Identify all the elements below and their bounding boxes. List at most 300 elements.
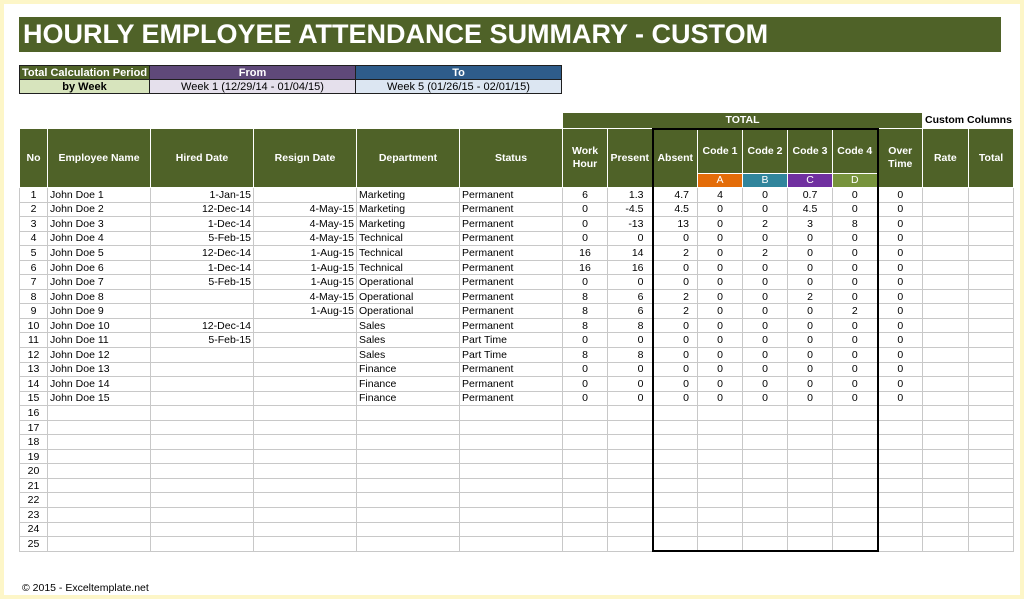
cell-absent[interactable]: 0 [653, 318, 698, 333]
cell-no[interactable]: 24 [20, 522, 48, 537]
cell-status[interactable] [460, 406, 563, 421]
cell-department[interactable] [357, 508, 460, 523]
cell-work-hour[interactable]: 8 [563, 304, 608, 319]
cell-code4[interactable]: 2 [833, 304, 878, 319]
cell-status[interactable]: Permanent [460, 275, 563, 290]
cell-status[interactable]: Part Time [460, 348, 563, 363]
cell-resign-date[interactable] [254, 508, 357, 523]
cell-rate[interactable] [923, 377, 969, 392]
cell-hired-date[interactable] [151, 362, 254, 377]
cell-employee-name[interactable]: John Doe 9 [48, 304, 151, 319]
cell-absent[interactable]: 0 [653, 362, 698, 377]
cell-resign-date[interactable] [254, 188, 357, 203]
cell-code1[interactable] [698, 537, 743, 552]
cell-no[interactable]: 11 [20, 333, 48, 348]
cell-work-hour[interactable] [563, 420, 608, 435]
cell-no[interactable]: 5 [20, 246, 48, 261]
cell-present[interactable] [608, 493, 653, 508]
cell-resign-date[interactable]: 4-May-15 [254, 217, 357, 232]
cell-code4[interactable]: 0 [833, 246, 878, 261]
cell-resign-date[interactable] [254, 464, 357, 479]
cell-overtime[interactable] [878, 435, 923, 450]
cell-custom-total[interactable] [968, 202, 1014, 217]
cell-hired-date[interactable] [151, 537, 254, 552]
cell-custom-total[interactable] [968, 522, 1014, 537]
cell-rate[interactable] [923, 289, 969, 304]
cell-code1[interactable]: 0 [698, 202, 743, 217]
cell-employee-name[interactable]: John Doe 5 [48, 246, 151, 261]
cell-code1[interactable] [698, 435, 743, 450]
cell-code4[interactable] [833, 464, 878, 479]
cell-custom-total[interactable] [968, 406, 1014, 421]
cell-code2[interactable] [743, 464, 788, 479]
cell-code2[interactable]: 2 [743, 217, 788, 232]
cell-work-hour[interactable]: 0 [563, 202, 608, 217]
cell-work-hour[interactable]: 0 [563, 217, 608, 232]
cell-resign-date[interactable]: 1-Aug-15 [254, 275, 357, 290]
cell-department[interactable]: Sales [357, 318, 460, 333]
cell-code2[interactable]: 0 [743, 348, 788, 363]
cell-absent[interactable] [653, 522, 698, 537]
cell-code4[interactable]: 0 [833, 188, 878, 203]
cell-code4[interactable] [833, 435, 878, 450]
cell-status[interactable]: Permanent [460, 289, 563, 304]
cell-employee-name[interactable] [48, 464, 151, 479]
cell-overtime[interactable] [878, 537, 923, 552]
cell-present[interactable]: 0 [608, 333, 653, 348]
cell-overtime[interactable] [878, 449, 923, 464]
cell-employee-name[interactable]: John Doe 7 [48, 275, 151, 290]
cell-rate[interactable] [923, 362, 969, 377]
cell-department[interactable]: Marketing [357, 188, 460, 203]
cell-absent[interactable] [653, 478, 698, 493]
cell-code2[interactable]: 0 [743, 333, 788, 348]
cell-code2[interactable]: 0 [743, 260, 788, 275]
cell-resign-date[interactable] [254, 406, 357, 421]
cell-absent[interactable]: 2 [653, 246, 698, 261]
cell-absent[interactable]: 0 [653, 348, 698, 363]
cell-absent[interactable]: 0 [653, 260, 698, 275]
cell-department[interactable] [357, 435, 460, 450]
cell-no[interactable]: 14 [20, 377, 48, 392]
cell-code3[interactable] [788, 449, 833, 464]
cell-rate[interactable] [923, 406, 969, 421]
cell-status[interactable]: Part Time [460, 333, 563, 348]
cell-no[interactable]: 22 [20, 493, 48, 508]
cell-department[interactable] [357, 449, 460, 464]
cell-code3[interactable]: 0 [788, 231, 833, 246]
cell-code3[interactable]: 0 [788, 246, 833, 261]
cell-work-hour[interactable] [563, 537, 608, 552]
cell-code4[interactable]: 0 [833, 260, 878, 275]
cell-hired-date[interactable] [151, 289, 254, 304]
cell-status[interactable] [460, 493, 563, 508]
cell-present[interactable] [608, 537, 653, 552]
cell-code3[interactable] [788, 493, 833, 508]
cell-present[interactable]: 1.3 [608, 188, 653, 203]
cell-status[interactable]: Permanent [460, 377, 563, 392]
cell-work-hour[interactable]: 16 [563, 246, 608, 261]
cell-custom-total[interactable] [968, 449, 1014, 464]
cell-no[interactable]: 16 [20, 406, 48, 421]
cell-hired-date[interactable] [151, 449, 254, 464]
cell-overtime[interactable]: 0 [878, 246, 923, 261]
cell-department[interactable]: Finance [357, 391, 460, 406]
cell-employee-name[interactable] [48, 493, 151, 508]
cell-code4[interactable] [833, 522, 878, 537]
cell-overtime[interactable] [878, 478, 923, 493]
cell-code1[interactable] [698, 478, 743, 493]
cell-hired-date[interactable]: 1-Dec-14 [151, 217, 254, 232]
cell-work-hour[interactable] [563, 464, 608, 479]
cell-employee-name[interactable]: John Doe 13 [48, 362, 151, 377]
cell-rate[interactable] [923, 260, 969, 275]
cell-resign-date[interactable]: 1-Aug-15 [254, 246, 357, 261]
cell-no[interactable]: 17 [20, 420, 48, 435]
cell-status[interactable] [460, 420, 563, 435]
cell-custom-total[interactable] [968, 188, 1014, 203]
cell-no[interactable]: 8 [20, 289, 48, 304]
cell-hired-date[interactable] [151, 435, 254, 450]
cell-employee-name[interactable]: John Doe 14 [48, 377, 151, 392]
cell-department[interactable]: Sales [357, 348, 460, 363]
cell-code4[interactable]: 0 [833, 231, 878, 246]
cell-code1[interactable]: 0 [698, 304, 743, 319]
cell-rate[interactable] [923, 202, 969, 217]
cell-code4[interactable]: 0 [833, 289, 878, 304]
cell-rate[interactable] [923, 231, 969, 246]
cell-code1[interactable] [698, 508, 743, 523]
cell-employee-name[interactable] [48, 449, 151, 464]
cell-present[interactable] [608, 435, 653, 450]
cell-code3[interactable] [788, 406, 833, 421]
cell-no[interactable]: 7 [20, 275, 48, 290]
cell-department[interactable]: Marketing [357, 202, 460, 217]
cell-overtime[interactable] [878, 464, 923, 479]
cell-resign-date[interactable] [254, 478, 357, 493]
cell-code2[interactable] [743, 522, 788, 537]
cell-overtime[interactable]: 0 [878, 217, 923, 232]
cell-code3[interactable]: 0 [788, 333, 833, 348]
cell-present[interactable] [608, 449, 653, 464]
cell-present[interactable]: -4.5 [608, 202, 653, 217]
cell-absent[interactable]: 2 [653, 304, 698, 319]
cell-code2[interactable] [743, 406, 788, 421]
cell-custom-total[interactable] [968, 231, 1014, 246]
cell-overtime[interactable] [878, 493, 923, 508]
cell-overtime[interactable]: 0 [878, 333, 923, 348]
cell-department[interactable] [357, 464, 460, 479]
cell-resign-date[interactable] [254, 449, 357, 464]
cell-status[interactable]: Permanent [460, 362, 563, 377]
cell-work-hour[interactable]: 0 [563, 231, 608, 246]
cell-no[interactable]: 6 [20, 260, 48, 275]
cell-overtime[interactable] [878, 508, 923, 523]
cell-department[interactable]: Operational [357, 289, 460, 304]
cell-code4[interactable] [833, 449, 878, 464]
cell-work-hour[interactable] [563, 522, 608, 537]
cell-custom-total[interactable] [968, 420, 1014, 435]
cell-overtime[interactable]: 0 [878, 304, 923, 319]
cell-present[interactable] [608, 406, 653, 421]
cell-code3[interactable]: 0 [788, 275, 833, 290]
cell-absent[interactable]: 0 [653, 377, 698, 392]
cell-work-hour[interactable] [563, 478, 608, 493]
cell-custom-total[interactable] [968, 260, 1014, 275]
cell-overtime[interactable] [878, 420, 923, 435]
cell-hired-date[interactable] [151, 508, 254, 523]
cell-rate[interactable] [923, 493, 969, 508]
cell-code3[interactable] [788, 508, 833, 523]
cell-code4[interactable]: 0 [833, 391, 878, 406]
cell-overtime[interactable] [878, 406, 923, 421]
cell-custom-total[interactable] [968, 348, 1014, 363]
cell-code3[interactable]: 0 [788, 260, 833, 275]
cell-employee-name[interactable]: John Doe 10 [48, 318, 151, 333]
cell-department[interactable] [357, 406, 460, 421]
cell-hired-date[interactable]: 5-Feb-15 [151, 231, 254, 246]
cell-employee-name[interactable] [48, 478, 151, 493]
cell-custom-total[interactable] [968, 217, 1014, 232]
cell-code4[interactable] [833, 508, 878, 523]
cell-resign-date[interactable] [254, 362, 357, 377]
cell-status[interactable]: Permanent [460, 304, 563, 319]
period-to-select[interactable]: Week 5 (01/26/15 - 02/01/15) [356, 80, 562, 94]
cell-work-hour[interactable]: 0 [563, 275, 608, 290]
cell-department[interactable]: Marketing [357, 217, 460, 232]
cell-work-hour[interactable]: 8 [563, 348, 608, 363]
cell-department[interactable]: Technical [357, 246, 460, 261]
cell-present[interactable]: 14 [608, 246, 653, 261]
cell-present[interactable] [608, 464, 653, 479]
cell-work-hour[interactable]: 0 [563, 391, 608, 406]
cell-code4[interactable]: 0 [833, 275, 878, 290]
cell-code3[interactable]: 0 [788, 391, 833, 406]
cell-hired-date[interactable]: 12-Dec-14 [151, 202, 254, 217]
cell-code2[interactable]: 2 [743, 246, 788, 261]
cell-status[interactable] [460, 522, 563, 537]
cell-code3[interactable] [788, 464, 833, 479]
cell-code4[interactable]: 0 [833, 333, 878, 348]
cell-employee-name[interactable] [48, 508, 151, 523]
cell-department[interactable] [357, 537, 460, 552]
cell-rate[interactable] [923, 217, 969, 232]
cell-department[interactable]: Technical [357, 260, 460, 275]
cell-code2[interactable]: 0 [743, 202, 788, 217]
cell-code1[interactable]: 0 [698, 362, 743, 377]
cell-hired-date[interactable] [151, 348, 254, 363]
cell-code3[interactable] [788, 435, 833, 450]
cell-present[interactable]: 0 [608, 377, 653, 392]
cell-department[interactable] [357, 522, 460, 537]
cell-code1[interactable]: 0 [698, 348, 743, 363]
cell-absent[interactable]: 0 [653, 333, 698, 348]
cell-status[interactable]: Permanent [460, 188, 563, 203]
cell-status[interactable] [460, 508, 563, 523]
cell-resign-date[interactable] [254, 348, 357, 363]
cell-work-hour[interactable]: 6 [563, 188, 608, 203]
cell-custom-total[interactable] [968, 304, 1014, 319]
cell-hired-date[interactable]: 12-Dec-14 [151, 318, 254, 333]
cell-absent[interactable] [653, 420, 698, 435]
cell-hired-date[interactable]: 5-Feb-15 [151, 333, 254, 348]
cell-rate[interactable] [923, 333, 969, 348]
cell-absent[interactable] [653, 537, 698, 552]
cell-present[interactable] [608, 508, 653, 523]
cell-absent[interactable] [653, 406, 698, 421]
cell-rate[interactable] [923, 537, 969, 552]
cell-status[interactable]: Permanent [460, 260, 563, 275]
cell-hired-date[interactable]: 12-Dec-14 [151, 246, 254, 261]
cell-status[interactable]: Permanent [460, 246, 563, 261]
cell-code2[interactable] [743, 493, 788, 508]
cell-rate[interactable] [923, 188, 969, 203]
cell-hired-date[interactable]: 5-Feb-15 [151, 275, 254, 290]
cell-status[interactable]: Permanent [460, 202, 563, 217]
cell-resign-date[interactable]: 4-May-15 [254, 289, 357, 304]
period-by-select[interactable]: by Week [20, 80, 150, 94]
cell-code2[interactable]: 0 [743, 362, 788, 377]
cell-no[interactable]: 12 [20, 348, 48, 363]
cell-no[interactable]: 1 [20, 188, 48, 203]
cell-resign-date[interactable]: 1-Aug-15 [254, 304, 357, 319]
cell-work-hour[interactable]: 0 [563, 333, 608, 348]
cell-employee-name[interactable] [48, 537, 151, 552]
cell-overtime[interactable] [878, 522, 923, 537]
cell-no[interactable]: 10 [20, 318, 48, 333]
cell-absent[interactable] [653, 464, 698, 479]
cell-present[interactable]: 6 [608, 289, 653, 304]
cell-status[interactable]: Permanent [460, 231, 563, 246]
cell-no[interactable]: 25 [20, 537, 48, 552]
cell-code1[interactable]: 0 [698, 377, 743, 392]
cell-code3[interactable]: 0 [788, 304, 833, 319]
cell-rate[interactable] [923, 420, 969, 435]
cell-custom-total[interactable] [968, 391, 1014, 406]
cell-overtime[interactable]: 0 [878, 188, 923, 203]
cell-department[interactable]: Operational [357, 275, 460, 290]
cell-custom-total[interactable] [968, 435, 1014, 450]
cell-custom-total[interactable] [968, 478, 1014, 493]
cell-code2[interactable] [743, 420, 788, 435]
cell-work-hour[interactable] [563, 406, 608, 421]
cell-hired-date[interactable] [151, 420, 254, 435]
cell-code4[interactable]: 0 [833, 377, 878, 392]
cell-work-hour[interactable]: 8 [563, 289, 608, 304]
cell-overtime[interactable]: 0 [878, 318, 923, 333]
cell-employee-name[interactable] [48, 522, 151, 537]
cell-rate[interactable] [923, 464, 969, 479]
cell-present[interactable] [608, 522, 653, 537]
cell-rate[interactable] [923, 304, 969, 319]
cell-absent[interactable]: 4.7 [653, 188, 698, 203]
cell-code1[interactable] [698, 420, 743, 435]
cell-resign-date[interactable] [254, 391, 357, 406]
cell-department[interactable] [357, 493, 460, 508]
cell-work-hour[interactable]: 8 [563, 318, 608, 333]
cell-resign-date[interactable] [254, 537, 357, 552]
cell-custom-total[interactable] [968, 333, 1014, 348]
cell-code2[interactable]: 0 [743, 318, 788, 333]
cell-present[interactable] [608, 478, 653, 493]
cell-employee-name[interactable] [48, 420, 151, 435]
cell-no[interactable]: 9 [20, 304, 48, 319]
cell-code4[interactable] [833, 420, 878, 435]
cell-hired-date[interactable] [151, 406, 254, 421]
cell-employee-name[interactable]: John Doe 2 [48, 202, 151, 217]
cell-code1[interactable]: 4 [698, 188, 743, 203]
cell-present[interactable]: 0 [608, 231, 653, 246]
cell-hired-date[interactable] [151, 391, 254, 406]
cell-code2[interactable]: 0 [743, 289, 788, 304]
cell-present[interactable] [608, 420, 653, 435]
cell-custom-total[interactable] [968, 508, 1014, 523]
cell-resign-date[interactable]: 4-May-15 [254, 231, 357, 246]
cell-overtime[interactable]: 0 [878, 231, 923, 246]
cell-status[interactable] [460, 537, 563, 552]
cell-code3[interactable]: 0 [788, 318, 833, 333]
cell-present[interactable]: 0 [608, 362, 653, 377]
cell-rate[interactable] [923, 391, 969, 406]
cell-status[interactable]: Permanent [460, 318, 563, 333]
cell-code4[interactable]: 0 [833, 348, 878, 363]
cell-overtime[interactable]: 0 [878, 362, 923, 377]
cell-no[interactable]: 4 [20, 231, 48, 246]
cell-code1[interactable] [698, 406, 743, 421]
cell-employee-name[interactable] [48, 406, 151, 421]
cell-hired-date[interactable]: 1-Dec-14 [151, 260, 254, 275]
cell-code2[interactable] [743, 478, 788, 493]
cell-hired-date[interactable] [151, 464, 254, 479]
cell-hired-date[interactable] [151, 478, 254, 493]
cell-work-hour[interactable]: 0 [563, 377, 608, 392]
cell-code2[interactable] [743, 449, 788, 464]
cell-code2[interactable]: 0 [743, 391, 788, 406]
cell-code2[interactable]: 0 [743, 188, 788, 203]
cell-present[interactable]: 0 [608, 391, 653, 406]
cell-present[interactable]: -13 [608, 217, 653, 232]
cell-overtime[interactable]: 0 [878, 260, 923, 275]
cell-code3[interactable]: 2 [788, 289, 833, 304]
cell-overtime[interactable]: 0 [878, 348, 923, 363]
cell-absent[interactable] [653, 435, 698, 450]
cell-absent[interactable]: 0 [653, 275, 698, 290]
cell-rate[interactable] [923, 435, 969, 450]
cell-no[interactable]: 19 [20, 449, 48, 464]
cell-resign-date[interactable]: 4-May-15 [254, 202, 357, 217]
cell-absent[interactable]: 2 [653, 289, 698, 304]
cell-code2[interactable] [743, 435, 788, 450]
cell-code1[interactable]: 0 [698, 333, 743, 348]
cell-work-hour[interactable] [563, 508, 608, 523]
cell-custom-total[interactable] [968, 318, 1014, 333]
cell-employee-name[interactable]: John Doe 3 [48, 217, 151, 232]
cell-employee-name[interactable]: John Doe 1 [48, 188, 151, 203]
cell-code3[interactable] [788, 522, 833, 537]
cell-code2[interactable]: 0 [743, 304, 788, 319]
cell-no[interactable]: 15 [20, 391, 48, 406]
cell-present[interactable]: 8 [608, 348, 653, 363]
cell-code4[interactable] [833, 493, 878, 508]
cell-status[interactable] [460, 449, 563, 464]
cell-overtime[interactable]: 0 [878, 202, 923, 217]
cell-custom-total[interactable] [968, 275, 1014, 290]
cell-employee-name[interactable]: John Doe 6 [48, 260, 151, 275]
cell-department[interactable]: Operational [357, 304, 460, 319]
cell-rate[interactable] [923, 508, 969, 523]
cell-work-hour[interactable] [563, 435, 608, 450]
cell-code4[interactable]: 0 [833, 362, 878, 377]
